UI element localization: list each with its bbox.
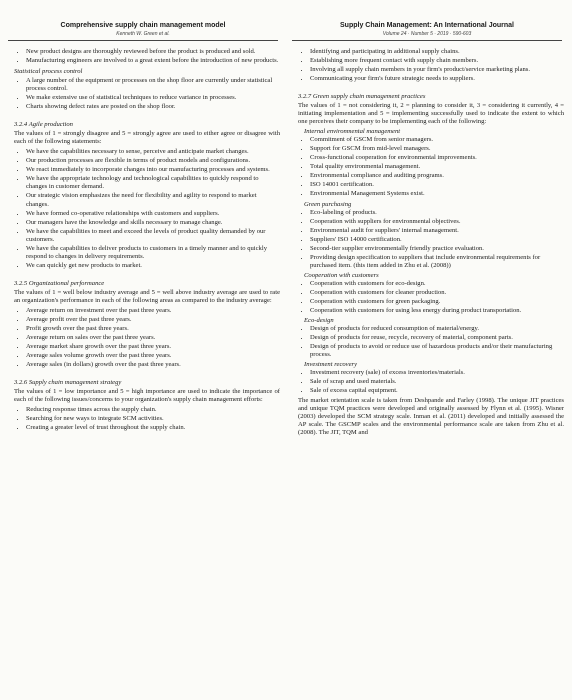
customer-cooperation-list bbox=[298, 280, 564, 315]
list-item: • Our managers have the knowledge and skills necessary to manage change. bbox=[26, 219, 280, 227]
list-item: • Environmental Management Systems exist. bbox=[310, 190, 564, 198]
list-item: • New product designs are thoroughly reviewed before the product is produced and sold. bbox=[26, 48, 280, 56]
list-item: • We make extensive use of statistical techniques to reduce variance in processes. bbox=[26, 94, 280, 102]
list-item: • Average sales (in dollars) growth over the past three years. bbox=[26, 361, 280, 369]
spc-list bbox=[14, 77, 280, 111]
list-item: • Communicating your firm's future strategic needs to suppliers. bbox=[310, 75, 564, 83]
gscm-intro: The values of 1 = not considering it, 2 = planning to consider it, 3 = considering it currently, 4 = initiating implementation and 5 = implementing successfully used to indicate the extent to which one perceives their company to be implementing each of the following: bbox=[298, 102, 564, 126]
list-item: • Cooperation with customers for using less energy during product transportation. bbox=[310, 307, 564, 315]
list-item: • Eco-labeling of products. bbox=[310, 209, 564, 217]
list-item: • Searching for new ways to integrate SCM activities. bbox=[26, 415, 280, 423]
list-item: • Environmental audit for suppliers' internal management. bbox=[310, 227, 564, 235]
list-item: • Environmental compliance and auditing programs. bbox=[310, 172, 564, 180]
customer-cooperation-heading: Cooperation with customers bbox=[304, 271, 379, 279]
list-item: • Sale of excess capital equipment. bbox=[310, 387, 564, 395]
list-item: • Our production processes are flexible in terms of product models and configurations. bbox=[26, 157, 280, 165]
article-title: Comprehensive supply chain management model bbox=[60, 22, 226, 29]
list-item: • Cooperation with customers for cleaner production. bbox=[310, 289, 564, 297]
header-rule-right bbox=[292, 40, 562, 41]
journal-title: Supply Chain Management: An International Journal bbox=[340, 22, 514, 29]
list-item: • A large number of the equipment or processes on the shop floor are currently under statistical process control. bbox=[26, 77, 280, 93]
list-item: • Second-tier supplier environmentally friendly practice evaluation. bbox=[310, 245, 564, 253]
list-item: • Reducing response times across the supply chain. bbox=[26, 406, 280, 414]
spc-heading: Statistical process control bbox=[14, 68, 83, 76]
list-item: • Average return on investment over the past three years. bbox=[26, 307, 280, 315]
list-item: • Involving all supply chain members in your firm's product/service marketing plans. bbox=[310, 66, 564, 74]
scm-strategy-intro: The values of 1 = low importance and 5 = high importance are used to indicate the importance of each of the following issues/concerns to your organization's supply chain management efforts: bbox=[14, 388, 280, 404]
list-item: • Identifying and participating in additional supply chains. bbox=[310, 48, 564, 56]
investment-recovery-heading: Investment recovery bbox=[304, 361, 358, 369]
list-item: • ISO 14001 certification. bbox=[310, 181, 564, 189]
list-item: • Average market share growth over the past three years. bbox=[26, 343, 280, 351]
list-item: • Cooperation with suppliers for environmental objectives. bbox=[310, 218, 564, 226]
iem-heading: Internal environmental management bbox=[304, 128, 401, 136]
list-item: • Average profit over the past three years. bbox=[26, 316, 280, 324]
list-item: • Average sales volume growth over the past three years. bbox=[26, 352, 280, 360]
list-item: • Establishing more frequent contact with supply chain members. bbox=[310, 57, 564, 65]
list-item: • Cooperation with customers for eco-design. bbox=[310, 280, 564, 288]
list-item: • Suppliers' ISO 14000 certification. bbox=[310, 236, 564, 244]
list-item: • Average return on sales over the past three years. bbox=[26, 334, 280, 342]
agile-production-intro: The values of 1 = strongly disagree and 5 = strongly agree are used to either agree or disagree with each of the following statements: bbox=[14, 130, 280, 146]
org-performance-heading: 3.2.5 Organizational performance bbox=[14, 279, 105, 287]
green-purchasing-list bbox=[298, 209, 564, 270]
product-design-list bbox=[14, 48, 280, 65]
header-rule-left bbox=[8, 40, 278, 41]
list-item: • We have the capabilities to meet and exceed the levels of product quality demanded by our customers. bbox=[26, 228, 280, 244]
list-item: • Providing design specification to suppliers that include environmental requirements for purchased item. (this item added in Zhu et al. (2008)) bbox=[310, 254, 564, 270]
list-item: • Commitment of GSCM from senior managers. bbox=[310, 136, 564, 144]
eco-design-list bbox=[298, 325, 564, 359]
gscm-heading: 3.2.7 Green supply chain management practices bbox=[298, 93, 426, 101]
list-item: • We react immediately to incorporate changes into our manufacturing processes and systems. bbox=[26, 166, 280, 174]
list-item: • Total quality environmental management. bbox=[310, 163, 564, 171]
list-item: • Design of products to avoid or reduce use of hazardous products and/or their manufacturing process. bbox=[310, 343, 564, 359]
list-item: • We have the capabilities necessary to sense, perceive and anticipate market changes. bbox=[26, 148, 280, 156]
left-column bbox=[14, 48, 280, 434]
scm-strategy-list-cont bbox=[298, 48, 564, 83]
journal-volume: Volume 24 · Number 5 · 2019 · 590-603 bbox=[382, 31, 472, 37]
list-item: • Design of products for reduced consumption of material/energy. bbox=[310, 325, 564, 333]
list-item: • Manufacturing engineers are involved to a great extent before the introduction of new products. bbox=[26, 57, 280, 65]
header-left bbox=[8, 22, 278, 41]
agile-production-heading: 3.2.4 Agile production bbox=[14, 121, 73, 129]
investment-recovery-list bbox=[298, 369, 564, 395]
list-item: • We have the appropriate technology and technological capabilities to quickly respond to changes in customer demand. bbox=[26, 175, 280, 191]
list-item: • Our strategic vision emphasizes the need for flexibility and agility to respond to market changes. bbox=[26, 192, 280, 208]
list-item: • We have formed co-operative relationships with customers and suppliers. bbox=[26, 210, 280, 218]
list-item: • Investment recovery (sale) of excess inventories/materials. bbox=[310, 369, 564, 377]
list-item: • Profit growth over the past three years. bbox=[26, 325, 280, 333]
scm-strategy-list bbox=[14, 406, 280, 432]
agile-production-list bbox=[14, 148, 280, 269]
list-item: • Sale of scrap and used materials. bbox=[310, 378, 564, 386]
green-purchasing-heading: Green purchasing bbox=[304, 200, 352, 208]
article-authors: Kenneth W. Green et al. bbox=[116, 31, 170, 37]
list-item: • We can quickly get new products to market. bbox=[26, 262, 280, 270]
closing-paragraph: The market orientation scale is taken from Deshpande and Farley (1998). The unique JIT practices and unique TQM practices were developed and originally assessed by Flynn et al. (1995). Wisner (2003) developed the SCM strategy scale. Inman et al. (2011) developed and initially assessed the AP scale. The GSCMP scales and the environmental performance scale are taken from Zhu et al. (2008). The JIT, TQM and bbox=[298, 397, 564, 437]
iem-list bbox=[298, 136, 564, 198]
eco-design-heading: Eco-design bbox=[304, 316, 334, 324]
org-performance-list bbox=[14, 307, 280, 369]
list-item: • Creating a greater level of trust throughout the supply chain. bbox=[26, 424, 280, 432]
scm-strategy-heading: 3.2.6 Supply chain management strategy bbox=[14, 379, 122, 387]
list-item: • Charts showing defect rates are posted on the shop floor. bbox=[26, 103, 280, 111]
list-item: • Support for GSCM from mid-level managers. bbox=[310, 145, 564, 153]
org-performance-intro: The values of 1 = well below industry average and 5 = well above industry average are used to rate an organization's performance in each of the following areas as compared to the industry average: bbox=[14, 288, 280, 304]
header-right bbox=[292, 22, 562, 41]
list-item: • Design of products for reuse, recycle, recovery of material, component parts. bbox=[310, 334, 564, 342]
list-item: • We have the capabilities to deliver products to customers in a timely manner and to quickly respond to changes in delivery requirements. bbox=[26, 245, 280, 261]
list-item: • Cooperation with customers for green packaging. bbox=[310, 298, 564, 306]
right-column bbox=[298, 48, 564, 439]
list-item: • Cross-functional cooperation for environmental improvements. bbox=[310, 154, 564, 162]
